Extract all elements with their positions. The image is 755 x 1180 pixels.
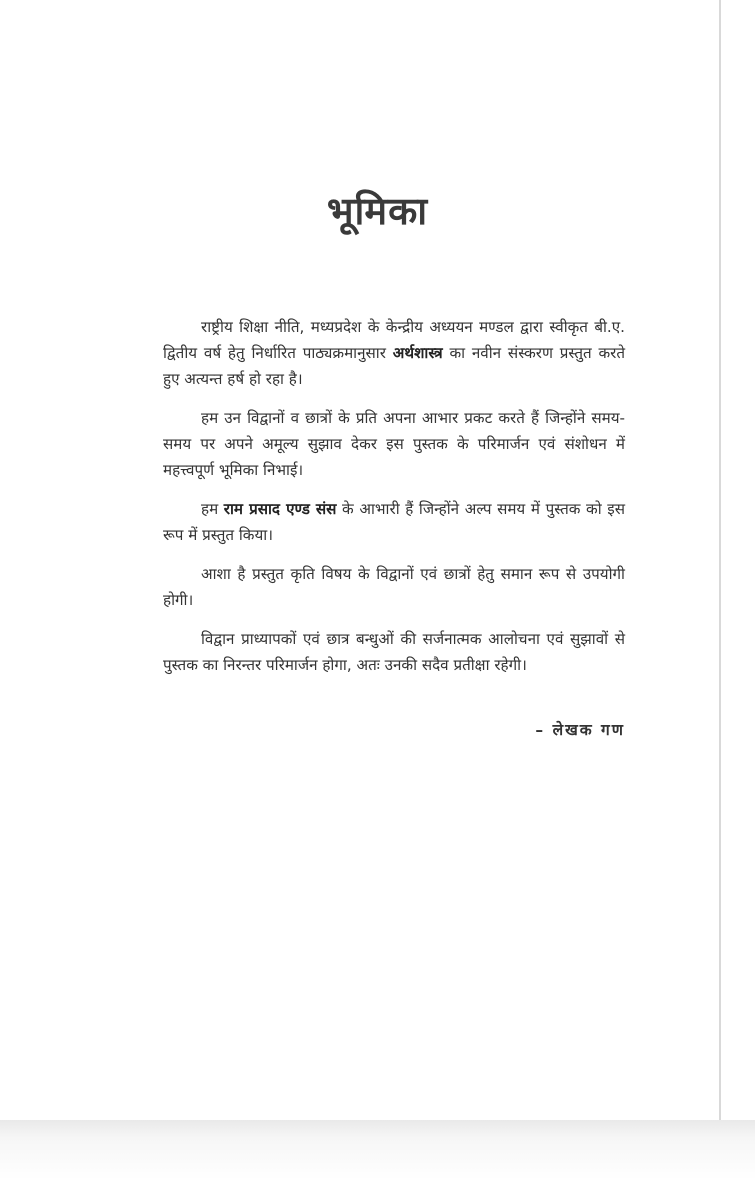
paragraph-1-text-before: राष्ट्रीय शिक्षा नीति, मध्यप्रदेश के केन्द्रीय अध्ययन मण्डल द्वारा स्वीकृत बी.ए. द्वितीय वर्ष हेतु निर्धारित पाठ्यक्रमानुसार	[163, 318, 625, 362]
paragraph-1	[163, 314, 625, 392]
page-title: भूमिका	[326, 189, 429, 233]
scan-edge-right	[719, 0, 721, 1120]
preface-body	[163, 314, 625, 691]
scan-edge-bottom	[0, 1120, 755, 1180]
paragraph-3	[163, 496, 625, 548]
paragraph-1-text-after: का नवीन संस्करण प्रस्तुत करते हुए अत्यन्त हर्ष हो रहा है।	[163, 344, 625, 388]
paragraph-2: हम उन विद्वानों व छात्रों के प्रति अपना आभार प्रकट करते हैं जिन्होंने समय-समय पर अपने अमूल्य सुझाव देकर इस पुस्तक के परिमार्जन एवं संशोधन में महत्त्वपूर्ण भूमिका निभाई।	[163, 409, 625, 479]
paragraph-5: विद्वान प्राध्यापकों एवं छात्र बन्धुओं की सर्जनात्मक आलोचना एवं सुझावों से पुस्तक का निरन्तर परिमार्जन होगा, अतः उनकी सदैव प्रतीक्षा रहेगी।	[163, 630, 625, 674]
paragraph-4: आशा है प्रस्तुत कृति विषय के विद्वानों एवं छात्रों हेतु समान रूप से उपयोगी होगी।	[163, 565, 625, 609]
paragraph-3-text-after: के आभारी हैं जिन्होंने अल्प समय में पुस्तक को इस रूप में प्रस्तुत किया।	[163, 500, 625, 544]
paragraph-3-text-before: हम	[201, 500, 224, 518]
book-subject-name: अर्थशास्त्र	[392, 344, 443, 362]
publisher-name: राम प्रसाद एण्ड संस	[223, 500, 337, 518]
author-signature: – लेखक गण	[535, 721, 625, 739]
